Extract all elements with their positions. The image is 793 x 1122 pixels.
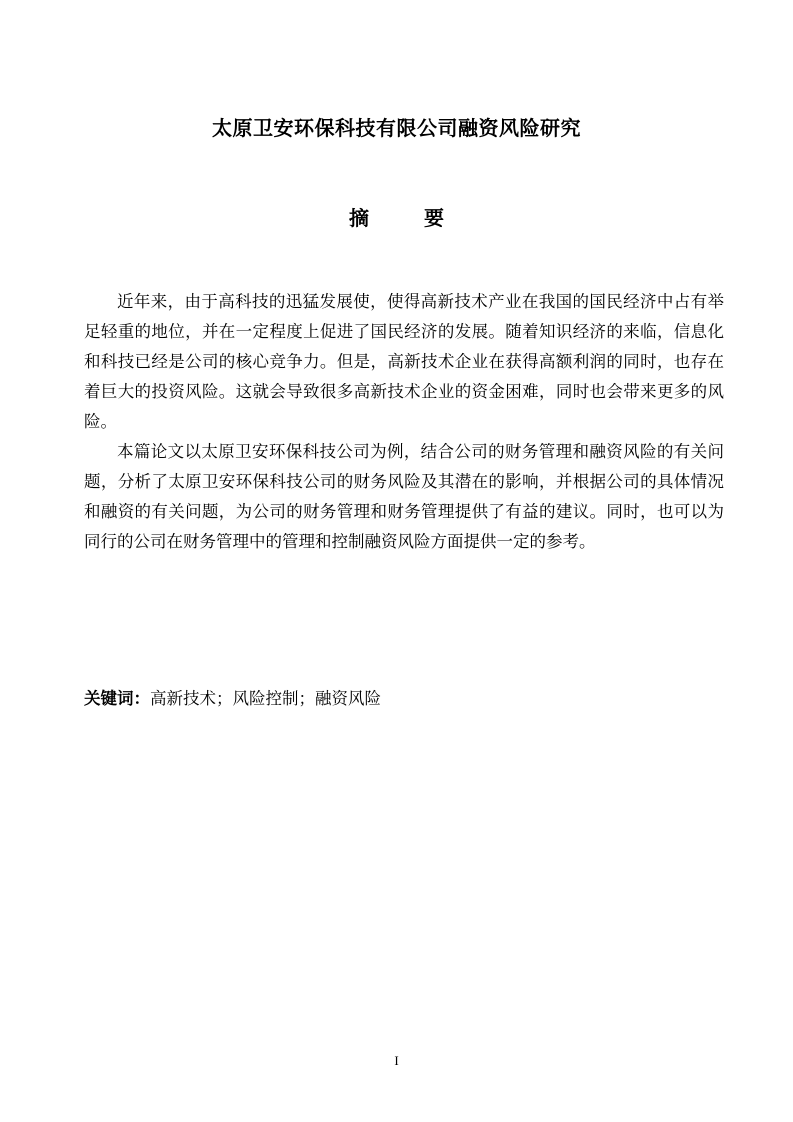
abstract-body [84, 287, 724, 557]
abstract-heading: 摘 要 [349, 206, 468, 230]
keywords-line [84, 684, 724, 714]
keywords-value: 高新技术；风险控制；融资风险 [150, 689, 381, 708]
paper-title: 太原卫安环保科技有限公司融资风险研究 [212, 116, 581, 140]
abstract-paragraph-1: 近年来，由于高科技的迅猛发展使，使得高新技术产业在我国的国民经济中占有举足轻重的地位，并在一定程度上促进了国民经济的发展。随着知识经济的来临，信息化和科技已经是公司的核心竞争力。但是，高新技术企业在获得高额利润的同时，也存在着巨大的投资风险。这就会导致很多高新技术企业的资金困难，同时也会带来更多的风险。 [84, 292, 724, 431]
abstract-paragraph-2: 本篇论文以太原卫安环保科技公司为例，结合公司的财务管理和融资风险的有关问题，分析了太原卫安环保科技公司的财务风险及其潜在的影响，并根据公司的具体情况和融资的有关问题，为公司的财务管理和财务管理提供了有益的建议。同时，也可以为同行的公司在财务管理中的管理和控制融资风险方面提供一定的参考。 [84, 442, 724, 551]
page-number: I [394, 1053, 399, 1068]
keywords-label: 关键词： [84, 689, 150, 708]
